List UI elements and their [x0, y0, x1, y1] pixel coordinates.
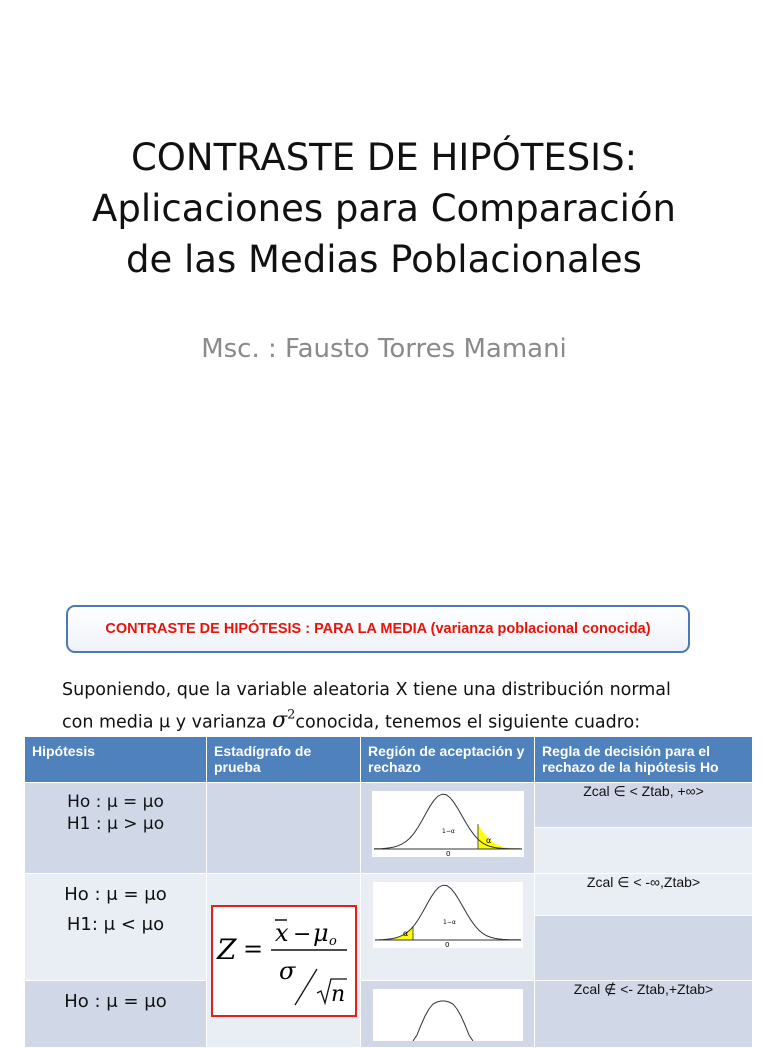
z-statistic-formula — [213, 907, 351, 1011]
slide-title — [0, 132, 768, 285]
hypothesis-table — [24, 736, 753, 1048]
rule-cell: Zcal ∈ < Ztab, +∞> — [535, 783, 753, 828]
region-cell — [361, 981, 535, 1048]
formula-minus: − — [292, 921, 311, 947]
section-label: CONTRASTE DE HIPÓTESIS : PARA LA MEDIA (varianza poblacional conocida) — [105, 621, 651, 637]
region-cell — [361, 874, 535, 981]
h0-text: Ho : μ = μo — [64, 991, 167, 1012]
table-row — [25, 874, 753, 916]
intro-line-2 — [62, 703, 722, 735]
header-estadigrafo: Estadígrafo de prueba — [207, 737, 361, 783]
normal-curve — [413, 1001, 473, 1041]
reject-label: α — [485, 836, 491, 845]
h1-text: H1 : μ > μo — [66, 814, 165, 834]
right-tail-curve — [372, 791, 524, 857]
header-hipotesis: Hipótesis — [25, 737, 207, 783]
table-row — [25, 981, 753, 1048]
table-row — [25, 783, 753, 828]
statistic-cell — [207, 874, 361, 1048]
rejection-region-fill — [478, 824, 520, 849]
header-region: Región de aceptación y rechazo — [361, 737, 535, 783]
sigma-symbol: $\sigma^2$ — [272, 708, 296, 734]
hypothesis-cell — [25, 981, 207, 1048]
zero-label: 0 — [444, 941, 449, 948]
accept-label: 1−α — [441, 828, 455, 835]
intro-paragraph — [62, 678, 722, 735]
author-subtitle: Msc. : Fausto Torres Mamani — [201, 334, 567, 364]
intro-line-1: Suponiendo, que la variable aleatoria X tiene una distribución normal — [62, 680, 671, 700]
header-regla: Regla de decisión para el rechazo de la hipótesis Ho — [535, 737, 753, 783]
z-formula-box — [211, 905, 357, 1017]
section-label-box — [66, 605, 690, 653]
h0-text: Ho : μ = μo — [67, 792, 164, 812]
hypothesis-cell — [25, 874, 207, 981]
slash-line — [295, 969, 317, 1005]
accept-label: 1−α — [442, 919, 456, 926]
region-cell — [361, 783, 535, 874]
left-tail-curve — [373, 882, 523, 948]
formula-z: Z — [216, 932, 236, 966]
formula-xbar: x — [274, 918, 289, 947]
formula-n: n — [330, 981, 345, 1007]
rule-cell: Zcal ∉ <- Ztab,+Ztab> — [535, 981, 753, 1048]
formula-equals: = — [242, 934, 263, 963]
normal-curve — [374, 794, 522, 849]
rule-cell-empty — [535, 827, 753, 873]
formula-sigma: σ — [278, 956, 295, 985]
statistic-cell-empty — [207, 783, 361, 874]
h0-text: Ho : μ = μo — [64, 884, 167, 905]
intro-line-2a: con media μ y varianza — [62, 712, 267, 733]
reject-label: α — [402, 929, 408, 938]
rule-cell-empty — [535, 916, 753, 981]
normal-curve — [375, 885, 521, 940]
h1-text: H1: μ < μo — [66, 914, 165, 935]
formula-mu-sub: o — [328, 933, 337, 949]
rule-cell: Zcal ∈ < -∞,Ztab> — [535, 874, 753, 916]
title-line-1: CONTRASTE DE HIPÓTESIS: — [130, 136, 638, 179]
hypothesis-cell — [25, 783, 207, 874]
zero-label: 0 — [445, 850, 450, 857]
title-line-3: de las Medias Poblacionales — [126, 238, 642, 281]
title-line-2: Aplicaciones para Comparación — [92, 187, 676, 230]
intro-line-2b: conocida, tenemos el siguiente cuadro: — [295, 712, 641, 733]
table-header-row — [25, 737, 753, 783]
formula-mu: μ — [312, 918, 329, 947]
two-tail-curve — [373, 989, 523, 1041]
